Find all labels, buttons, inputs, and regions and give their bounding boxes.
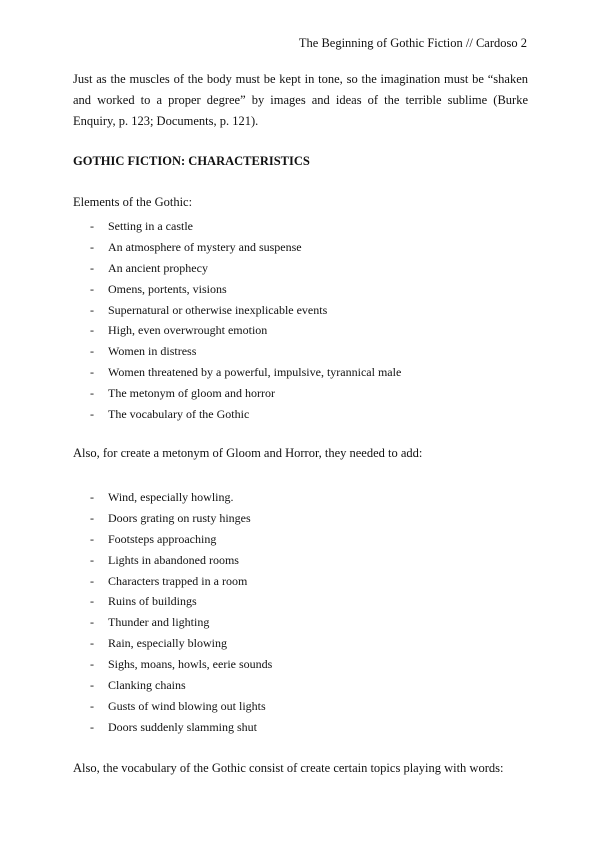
list-item-text: The vocabulary of the Gothic [108,407,250,422]
list-item-text: Characters trapped in a room [108,573,248,588]
list-item-text: Rain, especially blowing [108,636,227,651]
list-item-text: Clanking chains [108,678,186,693]
list-dash: - [90,365,94,380]
list-item-text: Women in distress [108,344,197,359]
list-dash: - [90,323,94,338]
running-header: The Beginning of Gothic Fiction // Cardoso 2 [298,36,527,50]
list-item-text: High, even overwrought emotion [108,323,268,338]
list-item-text: The metonym of gloom and horror [108,386,275,401]
list-dash: - [90,260,94,275]
list-dash: - [90,239,94,254]
list-dash: - [90,219,94,233]
list-dash: - [90,552,94,567]
list-dash: - [90,573,94,588]
list-dash: - [90,719,94,734]
list-item-text: Wind, especially howling. [108,490,234,504]
list-dash: - [90,510,94,525]
list-dash: - [90,490,94,504]
list-dash: - [90,678,94,693]
list-item-text: Setting in a castle [108,219,193,233]
list-dash: - [90,302,94,317]
list-dash: - [90,594,94,609]
list-dash: - [90,531,94,546]
vocabulary-label: Also, the vocabulary of the Gothic consist of create certain topics playing with words: [73,761,504,775]
list-dash: - [90,636,94,651]
list-item-text: Ruins of buildings [108,594,197,609]
elements-label: Elements of the Gothic: [73,195,193,209]
list-dash: - [90,698,94,713]
list-item-text: Supernatural or otherwise inexplicable events [108,302,328,317]
list-dash: - [90,615,94,630]
intro-paragraph: Just as the muscles of the body must be kept in tone, so the imagination must be “shaken and worked to a proper degree” by images and ideas of the terrible sublime (Burke Enquiry, p. 123; Documents, p. 121). [73,72,528,128]
list-dash: - [90,407,94,422]
section-heading: GOTHIC FICTION: CHARACTERISTICS [73,154,310,168]
list-item-text: Sighs, moans, howls, eerie sounds [108,657,273,672]
list-item-text: Omens, portents, visions [108,281,227,296]
list-item-text: Footsteps approaching [108,531,217,546]
list-dash: - [90,657,94,672]
list-item-text: Gusts of wind blowing out lights [108,698,266,713]
list-item-text: Lights in abandoned rooms [108,552,239,567]
list-item-text: Thunder and lighting [108,615,210,630]
list-item-text: Doors suddenly slamming shut [108,719,257,734]
list-item-text: An atmosphere of mystery and suspense [108,239,302,254]
list-item-text: Doors grating on rusty hinges [108,510,251,525]
list-item-text: An ancient prophecy [108,260,208,275]
list-dash: - [90,386,94,401]
list-dash: - [90,281,94,296]
list-dash: - [90,344,94,359]
list-item-text: Women threatened by a powerful, impulsive, tyrannical male [108,365,402,380]
gloom-label: Also, for create a metonym of Gloom and Horror, they needed to add: [73,446,423,460]
